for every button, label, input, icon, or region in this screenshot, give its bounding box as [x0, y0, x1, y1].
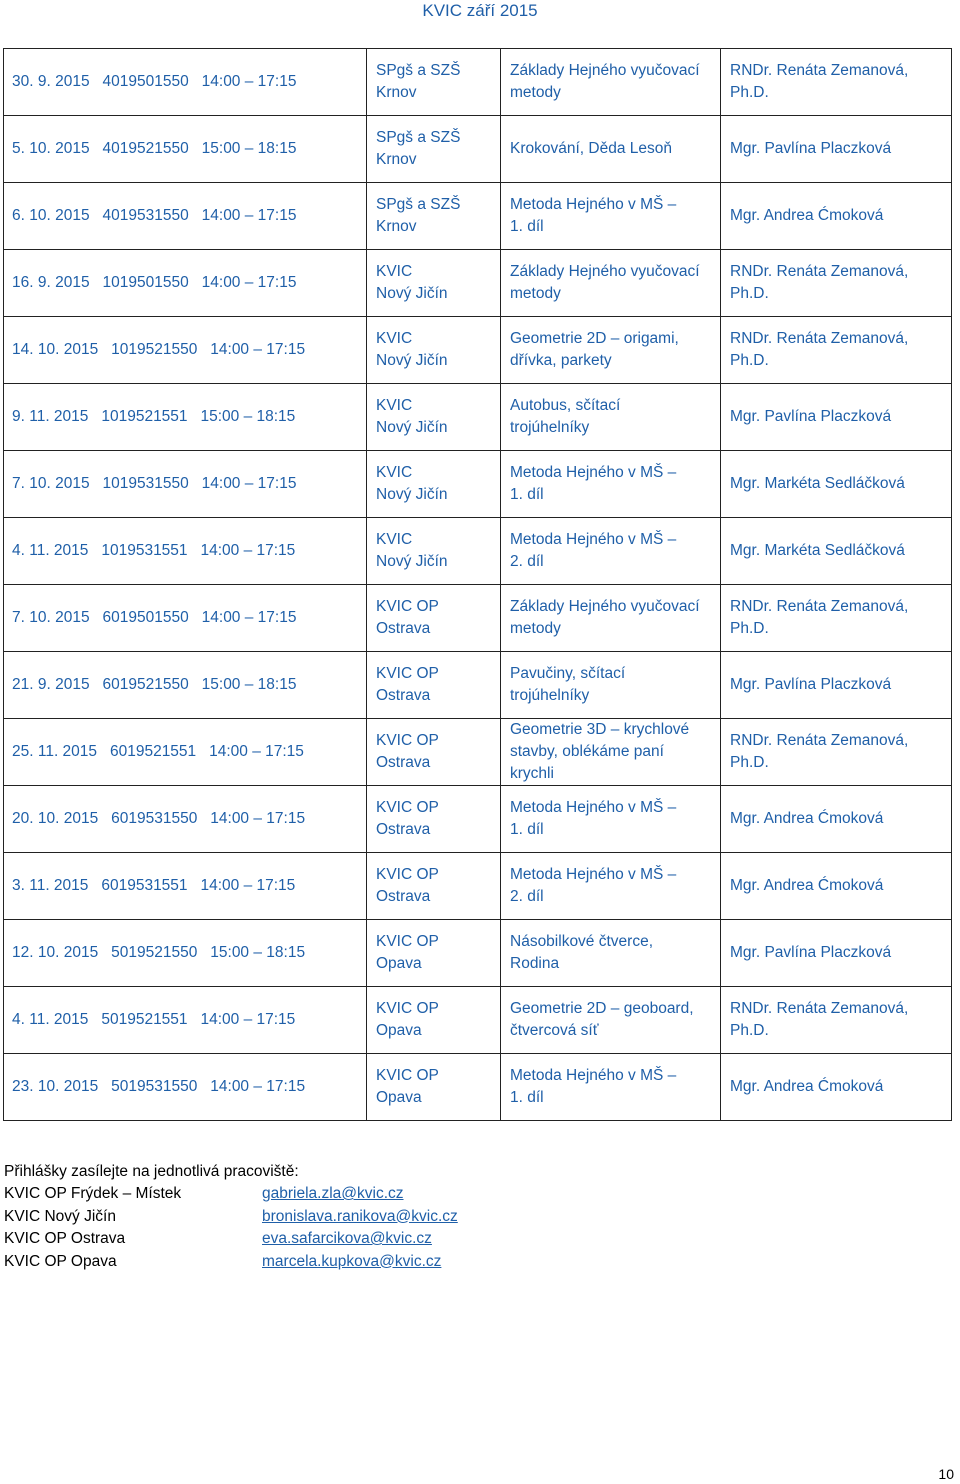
lecturer-cell [721, 250, 952, 317]
lecturer-line: Mgr. Andrea Ćmoková [730, 1078, 884, 1095]
course-code: 4019521550 [102, 140, 189, 157]
table-row [4, 518, 952, 585]
venue-line: Opava [376, 1089, 422, 1106]
lecturer-line: Ph.D. [730, 285, 769, 302]
lecturer-line: Mgr. Andrea Ćmoková [730, 207, 884, 224]
table-row [4, 250, 952, 317]
venue-line: KVIC OP [376, 933, 439, 950]
topic-line: dřívka, parkety [510, 352, 612, 369]
contact-place: KVIC OP Ostrava [4, 1230, 126, 1247]
topic-cell [501, 585, 721, 652]
topic-line: 1. díl [510, 1089, 544, 1106]
topic-line: trojúhelníky [510, 687, 590, 704]
topic-cell [501, 853, 721, 920]
course-date: 5. 10. 2015 [12, 140, 90, 157]
venue-line: Nový Jičín [376, 553, 448, 570]
lecturer-line: RNDr. Renáta Zemanová, [730, 62, 909, 79]
course-info-cell [4, 853, 367, 920]
topic-cell [501, 183, 721, 250]
table-row [4, 920, 952, 987]
course-date: 14. 10. 2015 [12, 341, 99, 358]
topic-line: Metoda Hejného v MŠ – [510, 196, 677, 213]
venue-line: Ostrava [376, 687, 431, 704]
course-time: 14:00 – 17:15 [201, 274, 297, 291]
venue-line: Opava [376, 955, 422, 972]
topic-line: 1. díl [510, 486, 544, 503]
venue-line: Ostrava [376, 888, 431, 905]
venue-line: Krnov [376, 84, 417, 101]
topic-line: Metoda Hejného v MŠ – [510, 799, 677, 816]
course-code: 1019501550 [102, 274, 189, 291]
venue-line: KVIC [376, 330, 413, 347]
course-info-cell [4, 987, 367, 1054]
venue-line: Ostrava [376, 821, 431, 838]
lecturer-cell [721, 719, 952, 786]
course-date: 12. 10. 2015 [12, 944, 99, 961]
lecturer-line: Ph.D. [730, 352, 769, 369]
course-date: 4. 11. 2015 [12, 1011, 89, 1028]
course-code: 6019521550 [102, 676, 189, 693]
venue-line: KVIC OP [376, 1000, 439, 1017]
course-code: 1019521550 [111, 341, 198, 358]
table-row [4, 116, 952, 183]
lecturer-line: Ph.D. [730, 84, 769, 101]
venue-line: Opava [376, 1022, 422, 1039]
venue-cell [367, 987, 501, 1054]
course-time: 15:00 – 18:15 [200, 408, 296, 425]
venue-line: KVIC OP [376, 1067, 439, 1084]
lecturer-cell [721, 853, 952, 920]
topic-line: Metoda Hejného v MŠ – [510, 531, 677, 548]
course-date: 7. 10. 2015 [12, 609, 90, 626]
venue-line: SPgš a SZŠ [376, 196, 461, 213]
course-code: 6019521551 [109, 743, 197, 760]
course-time: 15:00 – 18:15 [201, 676, 297, 693]
course-info-cell [4, 451, 367, 518]
venue-line: KVIC OP [376, 732, 439, 749]
schedule-body [4, 49, 952, 1121]
course-date: 21. 9. 2015 [12, 676, 90, 693]
course-time: 14:00 – 17:15 [200, 877, 296, 894]
course-code: 1019531551 [101, 542, 188, 559]
course-date: 30. 9. 2015 [12, 73, 90, 90]
page-header: KVIC září 2015 [422, 1, 538, 20]
lecturer-cell [721, 384, 952, 451]
table-row [4, 49, 952, 116]
venue-cell [367, 853, 501, 920]
venue-line: Nový Jičín [376, 419, 448, 436]
course-time: 14:00 – 17:15 [209, 743, 304, 760]
venue-cell [367, 49, 501, 116]
course-time: 14:00 – 17:15 [201, 73, 297, 90]
venue-cell [367, 652, 501, 719]
lecturer-line: Mgr. Andrea Ćmoková [730, 810, 884, 827]
topic-cell [501, 451, 721, 518]
course-date: 7. 10. 2015 [12, 475, 90, 492]
contact-place: KVIC OP Frýdek – Místek [4, 1185, 182, 1202]
lecturer-line: Mgr. Pavlína Placzková [730, 408, 892, 425]
topic-line: Krokování, Děda Lesoň [510, 140, 672, 157]
course-time: 14:00 – 17:15 [201, 207, 297, 224]
venue-cell [367, 585, 501, 652]
lecturer-cell [721, 920, 952, 987]
course-info-cell [4, 183, 367, 250]
topic-line: Základy Hejného vyučovací [510, 598, 700, 615]
contact-place: KVIC Nový Jičín [4, 1207, 116, 1225]
venue-cell [367, 786, 501, 853]
topic-line: Geometrie 2D – geoboard, [510, 1000, 694, 1017]
lecturer-line: Mgr. Pavlína Placzková [730, 676, 892, 693]
course-info-cell [4, 652, 367, 719]
table-row [4, 786, 952, 853]
table-row [4, 317, 952, 384]
contact-row [4, 1228, 458, 1251]
venue-cell [367, 1054, 501, 1121]
lecturer-cell [721, 585, 952, 652]
venue-cell [367, 920, 501, 987]
contact-email-link[interactable]: gabriela.zla@kvic.cz [262, 1185, 404, 1202]
topic-cell [501, 518, 721, 585]
course-date: 20. 10. 2015 [12, 810, 99, 827]
topic-line: Metoda Hejného v MŠ – [510, 1067, 677, 1084]
lecturer-line: Ph.D. [730, 1022, 769, 1039]
contact-email-link[interactable]: eva.safarcikova@kvic.cz [262, 1230, 432, 1247]
course-code: 4019531550 [102, 207, 189, 224]
topic-line: 1. díl [510, 821, 544, 838]
topic-line: metody [510, 84, 561, 101]
venue-line: SPgš a SZŠ [376, 129, 461, 146]
course-time: 14:00 – 17:15 [210, 341, 306, 358]
topic-cell [501, 987, 721, 1054]
lecturer-line: Mgr. Pavlína Placzková [730, 944, 892, 961]
lecturer-line: RNDr. Renáta Zemanová, [730, 732, 909, 749]
course-time: 14:00 – 17:15 [201, 609, 297, 626]
course-time: 14:00 – 17:15 [210, 1078, 306, 1095]
topic-cell [501, 920, 721, 987]
venue-line: Krnov [376, 218, 417, 235]
venue-line: SPgš a SZŠ [376, 62, 461, 79]
course-date: 4. 11. 2015 [12, 542, 89, 559]
lecturer-line: Ph.D. [730, 620, 769, 637]
course-info-cell [4, 920, 367, 987]
venue-cell [367, 183, 501, 250]
venue-line: KVIC OP [376, 598, 439, 615]
venue-cell [367, 116, 501, 183]
table-row [4, 853, 952, 920]
venue-line: KVIC [376, 531, 413, 548]
topic-cell [501, 317, 721, 384]
topic-cell [501, 384, 721, 451]
topic-line: trojúhelníky [510, 419, 590, 436]
venue-cell [367, 451, 501, 518]
topic-line: Geometrie 2D – origami, [510, 330, 679, 347]
course-code: 5019521550 [111, 944, 198, 961]
topic-cell [501, 719, 721, 786]
course-code: 6019501550 [102, 609, 189, 626]
course-schedule-table [3, 48, 952, 1121]
course-code: 6019531550 [111, 810, 198, 827]
venue-cell [367, 518, 501, 585]
table-row [4, 1054, 952, 1121]
lecturer-line: Ph.D. [730, 754, 769, 771]
topic-line: Metoda Hejného v MŠ – [510, 464, 677, 481]
topic-cell [501, 49, 721, 116]
venue-line: Ostrava [376, 754, 431, 771]
venue-line: KVIC [376, 397, 413, 414]
course-date: 23. 10. 2015 [12, 1078, 99, 1095]
course-code: 1019521551 [101, 408, 188, 425]
course-time: 15:00 – 18:15 [201, 140, 297, 157]
topic-line: Rodina [510, 955, 560, 972]
contact-row [4, 1206, 458, 1229]
table-row [4, 987, 952, 1054]
course-info-cell [4, 250, 367, 317]
topic-line: metody [510, 285, 561, 302]
course-date: 3. 11. 2015 [12, 877, 89, 894]
topic-line: 2. díl [510, 888, 544, 905]
venue-line: KVIC OP [376, 799, 439, 816]
lecturer-line: Mgr. Andrea Ćmoková [730, 877, 884, 894]
contact-list [4, 1183, 458, 1273]
registration-footer [4, 1160, 458, 1273]
lecturer-line: Mgr. Markéta Sedláčková [730, 475, 905, 492]
course-info-cell [4, 49, 367, 116]
table-row [4, 585, 952, 652]
course-code: 5019531550 [111, 1078, 198, 1095]
lecturer-cell [721, 49, 952, 116]
course-info-cell [4, 384, 367, 451]
topic-cell [501, 786, 721, 853]
course-info-cell [4, 116, 367, 183]
course-time: 14:00 – 17:15 [201, 475, 297, 492]
course-info-cell [4, 1054, 367, 1121]
lecturer-cell [721, 786, 952, 853]
course-time: 14:00 – 17:15 [200, 542, 296, 559]
table-row [4, 652, 952, 719]
course-code: 5019521551 [101, 1011, 188, 1028]
registration-heading: Přihlášky zasílejte na jednotlivá pracoviště: [4, 1163, 299, 1180]
course-time: 14:00 – 17:15 [200, 1011, 296, 1028]
venue-cell [367, 250, 501, 317]
course-info-cell [4, 518, 367, 585]
table-row [4, 451, 952, 518]
contact-row [4, 1183, 458, 1206]
lecturer-cell [721, 652, 952, 719]
topic-line: Násobilkové čtverce, [510, 933, 654, 950]
lecturer-line: RNDr. Renáta Zemanová, [730, 263, 909, 280]
topic-line: 2. díl [510, 553, 544, 570]
lecturer-cell [721, 116, 952, 183]
course-time: 15:00 – 18:15 [210, 944, 306, 961]
course-date: 25. 11. 2015 [12, 743, 98, 760]
topic-line: Autobus, sčítací [510, 397, 621, 414]
topic-line: stavby, oblékáme paní [510, 743, 664, 760]
topic-line: Geometrie 3D – krychlové [510, 721, 690, 738]
course-info-cell [4, 786, 367, 853]
lecturer-cell [721, 987, 952, 1054]
table-row [4, 183, 952, 250]
course-code: 6019531551 [101, 877, 188, 894]
lecturer-cell [721, 1054, 952, 1121]
venue-line: Nový Jičín [376, 285, 448, 302]
venue-line: KVIC [376, 263, 413, 280]
venue-line: Nový Jičín [376, 352, 448, 369]
contact-place: KVIC OP Opava [4, 1252, 117, 1270]
contact-row [4, 1251, 458, 1274]
topic-cell [501, 652, 721, 719]
topic-line: čtvercová síť [510, 1022, 599, 1039]
lecturer-line: RNDr. Renáta Zemanová, [730, 598, 909, 615]
lecturer-cell [721, 518, 952, 585]
lecturer-line: RNDr. Renáta Zemanová, [730, 1000, 909, 1017]
venue-line: Ostrava [376, 620, 431, 637]
course-date: 6. 10. 2015 [12, 207, 90, 224]
course-date: 16. 9. 2015 [12, 274, 90, 291]
table-row [4, 384, 952, 451]
lecturer-line: Mgr. Pavlína Placzková [730, 140, 892, 157]
lecturer-cell [721, 183, 952, 250]
lecturer-cell [721, 451, 952, 518]
page-number: 10 [938, 1466, 954, 1482]
course-date: 9. 11. 2015 [12, 408, 89, 425]
course-info-cell [4, 719, 367, 786]
topic-line: metody [510, 620, 561, 637]
venue-cell [367, 317, 501, 384]
topic-line: Metoda Hejného v MŠ – [510, 866, 677, 883]
venue-line: KVIC [376, 464, 413, 481]
lecturer-line: Mgr. Markéta Sedláčková [730, 542, 905, 559]
topic-line: 1. díl [510, 218, 544, 235]
venue-cell [367, 384, 501, 451]
course-info-cell [4, 317, 367, 384]
table-row [4, 719, 952, 786]
topic-line: Základy Hejného vyučovací [510, 263, 700, 280]
topic-cell [501, 250, 721, 317]
venue-line: KVIC OP [376, 665, 439, 682]
topic-cell [501, 1054, 721, 1121]
course-code: 1019531550 [102, 475, 189, 492]
contact-email-link[interactable]: marcela.kupkova@kvic.cz [262, 1252, 442, 1270]
topic-line: krychli [510, 765, 554, 782]
lecturer-cell [721, 317, 952, 384]
topic-cell [501, 116, 721, 183]
venue-line: Krnov [376, 151, 417, 168]
course-code: 4019501550 [102, 73, 189, 90]
venue-cell [367, 719, 501, 786]
topic-line: Pavučiny, sčítací [510, 665, 626, 682]
course-time: 14:00 – 17:15 [210, 810, 306, 827]
lecturer-line: RNDr. Renáta Zemanová, [730, 330, 909, 347]
course-info-cell [4, 585, 367, 652]
contact-email-link[interactable]: bronislava.ranikova@kvic.cz [262, 1207, 458, 1225]
venue-line: KVIC OP [376, 866, 439, 883]
topic-line: Základy Hejného vyučovací [510, 62, 700, 79]
venue-line: Nový Jičín [376, 486, 448, 503]
